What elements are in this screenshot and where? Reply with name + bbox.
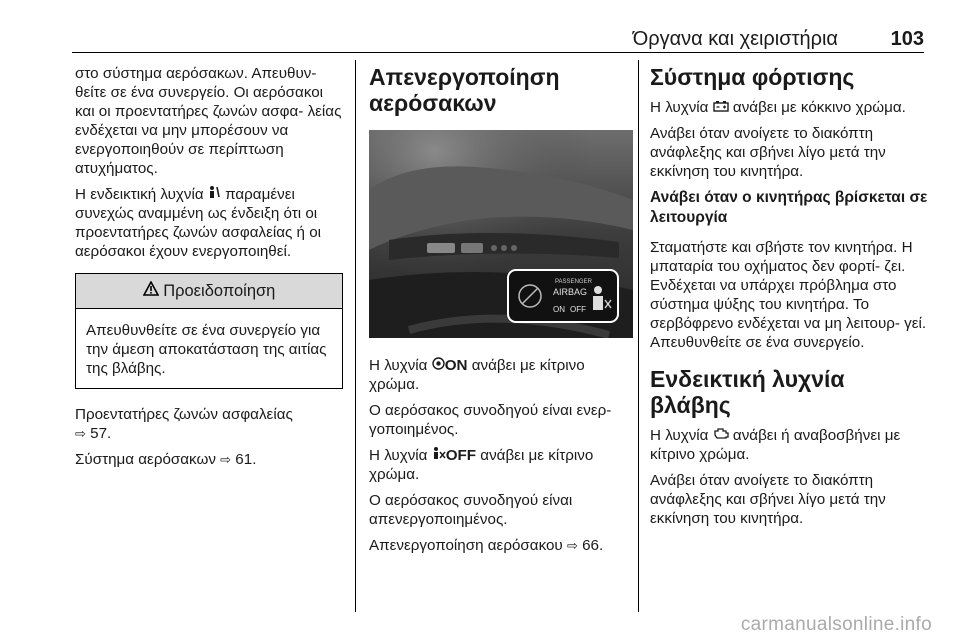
warning-text: Απευθυνθείτε σε ένα συνεργείο για την άμεση αποκατάσταση της αιτίας της βλάβης. [86,322,327,377]
column-3 [650,64,930,535]
cross-reference[interactable] [75,405,343,443]
text: Η ενδεικτική λυχνία [75,186,204,203]
warning-title: Προειδοποίηση [163,282,276,300]
column-divider [638,60,639,612]
subheading: Ανάβει όταν ο κινητήρας βρίσκεται σε λειτουργία [650,189,928,226]
section-heading: Ενδεικτική λυχνία βλάβης [650,366,845,418]
paragraph [369,356,633,394]
section-heading: Απενεργοποίηση αερόσακων [369,64,560,116]
paragraph: στο σύστημα αερόσακων. Απευθυν- θείτε σε ένα συνεργείο. Οι αερόσακοι και οι προεντατήρες ζωνών ασφα- λείας ενδέχεται να μην μπορέσουν να ενεργοποιηθούν σε περίπτωση ατυχήματος. [75,65,342,177]
page-title: Όργανα και χειριστήρια [632,28,838,50]
page-ref: 61. [235,451,257,468]
paragraph: Ανάβει όταν ανοίγετε το διακόπτη ανάφλεξης και σβήνει λίγο μετά την εκκίνηση του κινητήρα. [650,472,886,527]
on-label: ON [553,305,565,314]
on-label: ON [444,357,468,374]
text: ανάβει με κίτρινο χρώμα. [369,447,594,483]
airbag-label: AIRBAG [553,287,588,297]
column-2 [369,64,633,562]
airbag-off-icon [432,446,446,465]
text: Σύστημα αερόσακων [75,451,216,468]
column-1 [75,64,343,476]
text: Προεντατήρες ζωνών ασφαλείας [75,406,293,423]
paragraph: Ο αερόσακος συνοδηγού είναι απενεργοποιημένος. [369,492,573,528]
engine-malfunction-icon [713,426,729,445]
text: ανάβει ή αναβοσβήνει με κίτρινο χρώμα. [650,427,901,463]
cross-reference[interactable] [75,450,343,469]
text: παραμένει συνεχώς αναμμένη ως ένδειξη ότι οι προεντατήρες ζωνών ασφαλείας ή οι αερόσακοι έχουν ενεργοποιηθεί. [75,186,322,260]
text: ανάβει με κόκκινο χρώμα. [732,99,906,116]
arrow-ref-icon: ⇨ [75,426,86,441]
paragraph [369,446,633,484]
text: Η λυχνία [369,447,428,464]
arrow-ref-icon: ⇨ [220,452,232,467]
paragraph [650,98,930,117]
text: Η λυχνία [369,357,428,374]
paragraph: Σταματήστε και σβήστε τον κινητήρα. Η μπαταρία του οχήματος δεν φορτί- ζει. Ενδέχεται να υπάρχει πρόβλημα στο σύστημα ψύξης του κινητήρα. Το σερβόφρενο ενδέχεται να μη λειτουρ- γεί. Απευθυνθείτε σε ένα συνεργείο. [650,239,927,351]
page-ref: 57. [90,425,112,442]
paragraph: Ανάβει όταν ανοίγετε το διακόπτη ανάφλεξης και σβήνει λίγο μετά την εκκίνηση του κινητήρα. [650,125,886,180]
page-ref: 66. [582,537,604,554]
page-number: 103 [890,28,924,50]
warning-triangle-icon [143,282,159,300]
header-divider [72,52,924,53]
page-header [72,24,924,50]
seatbelt-pretensioner-icon [208,185,221,204]
cross-reference[interactable] [369,536,633,555]
paragraph [650,426,930,464]
off-label: OFF [570,305,586,314]
text: Η λυχνία [650,427,709,444]
arrow-ref-icon: ⇨ [566,538,578,553]
column-divider [355,60,356,612]
battery-icon [713,98,729,117]
paragraph [75,185,343,261]
airbag-indicator-photo [369,130,633,338]
text: Η λυχνία [650,99,709,116]
text: ανάβει με κίτρινο χρώμα. [369,357,585,393]
passenger-label: PASSENGER [555,279,592,285]
watermark: carmanualsonline.info [740,614,932,635]
section-heading: Σύστημα φόρτισης [650,64,855,90]
warning-header [76,274,342,309]
warning-box [75,273,343,389]
airbag-on-icon [432,356,445,375]
off-label: OFF [445,447,477,464]
paragraph: Ο αερόσακος συνοδηγού είναι ενερ- γοποιημένος. [369,402,612,438]
text: Απενεργοποίηση αερόσακου [369,537,563,554]
